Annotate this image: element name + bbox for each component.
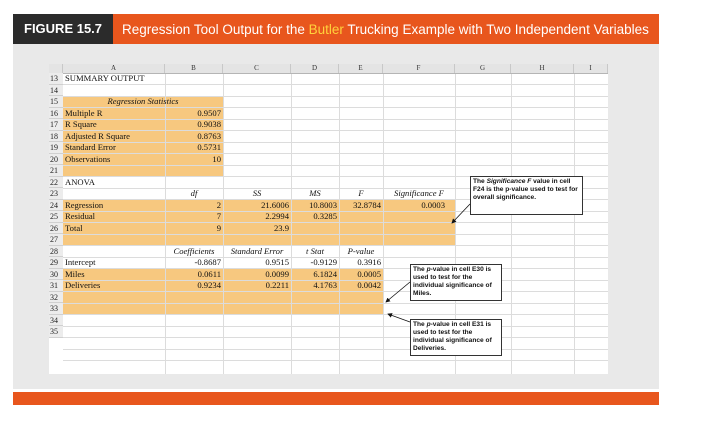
callout-text: -value in cell E31 is used to test for the individual significance of Deliveries. bbox=[413, 321, 492, 352]
anova-ms[interactable]: 0.3285 bbox=[313, 211, 337, 221]
coef-row-label[interactable]: Miles bbox=[65, 268, 85, 279]
spreadsheet bbox=[49, 64, 608, 374]
coef-t-stat[interactable]: 6.1824 bbox=[313, 268, 337, 279]
coef-standard-error[interactable]: 0.9515 bbox=[265, 257, 289, 267]
row-header-22[interactable]: 22 bbox=[49, 177, 63, 189]
callout-text: The bbox=[473, 178, 487, 185]
callout-emphasis: p bbox=[426, 321, 431, 328]
row-header-33[interactable]: 33 bbox=[49, 303, 63, 315]
callout-significance-f bbox=[470, 176, 583, 215]
col-header-b[interactable]: B bbox=[165, 64, 223, 73]
row-header-34[interactable]: 34 bbox=[49, 315, 63, 327]
anova-label[interactable]: ANOVA bbox=[65, 176, 95, 187]
anova-row-label[interactable]: Residual bbox=[65, 211, 96, 221]
stat-label[interactable]: Adjusted R Square bbox=[65, 130, 130, 141]
callout-emphasis: p bbox=[426, 266, 431, 273]
row-header-24[interactable]: 24 bbox=[49, 200, 63, 212]
col-header-h[interactable]: H bbox=[511, 64, 574, 73]
row-header-14[interactable]: 14 bbox=[49, 85, 63, 97]
callout-text: value in cell F24 is the p-value used to test for overall significance. bbox=[473, 178, 578, 201]
row-header-30[interactable]: 30 bbox=[49, 269, 63, 281]
col-header-e[interactable]: E bbox=[339, 64, 383, 73]
coef-p-value[interactable]: 0.0042 bbox=[357, 280, 381, 290]
coef-value[interactable]: -0.8687 bbox=[194, 257, 221, 267]
anova-ms[interactable]: 10.8003 bbox=[309, 199, 337, 210]
row-header-31[interactable]: 31 bbox=[49, 280, 63, 292]
stat-value[interactable]: 10 bbox=[212, 153, 221, 164]
coef-standard-error[interactable]: 0.0099 bbox=[265, 268, 289, 279]
row-header-21[interactable]: 21 bbox=[49, 165, 63, 177]
row-header-13[interactable]: 13 bbox=[49, 73, 63, 85]
coef-header-p-value[interactable]: P-value bbox=[347, 245, 375, 256]
anova-ss[interactable]: 23.9 bbox=[273, 222, 289, 233]
anova-row-label[interactable]: Regression bbox=[65, 199, 104, 210]
row-header-23[interactable]: 23 bbox=[49, 188, 63, 200]
anova-df[interactable]: 9 bbox=[216, 222, 221, 233]
row-header-16[interactable]: 16 bbox=[49, 108, 63, 120]
row-header-17[interactable]: 17 bbox=[49, 119, 63, 131]
stat-value[interactable]: 0.9038 bbox=[197, 119, 221, 129]
footer-bar bbox=[13, 392, 659, 405]
coef-p-value[interactable]: 0.0005 bbox=[357, 268, 381, 279]
anova-row-label[interactable]: Total bbox=[65, 222, 83, 233]
anova-df[interactable]: 2 bbox=[216, 199, 221, 210]
coef-t-stat[interactable]: -0.9129 bbox=[310, 257, 337, 267]
row-header-32[interactable]: 32 bbox=[49, 292, 63, 304]
row-header-27[interactable]: 27 bbox=[49, 234, 63, 246]
select-all-corner[interactable] bbox=[49, 64, 63, 73]
row-header-18[interactable]: 18 bbox=[49, 131, 63, 143]
row-header-15[interactable]: 15 bbox=[49, 96, 63, 108]
callout-miles-p-value bbox=[410, 264, 502, 301]
stat-value[interactable]: 0.8763 bbox=[197, 130, 221, 141]
row-header-28[interactable]: 28 bbox=[49, 246, 63, 258]
callout-deliveries-p-value bbox=[410, 319, 502, 356]
regression-statistics-heading[interactable]: Regression Statistics bbox=[107, 96, 179, 106]
stat-label[interactable]: Observations bbox=[65, 153, 111, 164]
coef-value[interactable]: 0.9234 bbox=[197, 280, 221, 290]
coef-row-label[interactable]: Deliveries bbox=[65, 280, 101, 290]
callout-text: -value in cell E30 is used to test for the individual significance of Miles. bbox=[413, 266, 492, 297]
stat-value[interactable]: 0.9507 bbox=[197, 107, 221, 118]
col-header-i[interactable]: I bbox=[574, 64, 608, 73]
coef-row-label[interactable]: Intercept bbox=[65, 257, 96, 267]
coef-header-standard-error[interactable]: Standard Error bbox=[230, 245, 284, 256]
col-header-f[interactable]: F bbox=[383, 64, 455, 73]
callout-emphasis: Significance F bbox=[486, 178, 532, 185]
anova-ss[interactable]: 21.6006 bbox=[261, 199, 289, 210]
anova-header-f[interactable]: F bbox=[358, 188, 364, 198]
anova-header-ms[interactable]: MS bbox=[309, 188, 321, 198]
figure-title bbox=[113, 22, 649, 37]
col-header-a[interactable]: A bbox=[63, 64, 165, 73]
row-header-20[interactable]: 20 bbox=[49, 154, 63, 166]
stat-label[interactable]: R Square bbox=[65, 119, 97, 129]
anova-significance-f[interactable]: 0.0003 bbox=[421, 199, 445, 210]
coef-header-coefficients[interactable]: Coefficients bbox=[173, 245, 215, 256]
row-header-35[interactable]: 35 bbox=[49, 326, 63, 338]
figure-title-part1: Regression Tool Output for the bbox=[122, 21, 309, 37]
figure-title-part2: Trucking Example with Two Independent Variables bbox=[343, 21, 649, 37]
anova-df[interactable]: 7 bbox=[216, 211, 221, 221]
figure-label: FIGURE 15.7 bbox=[13, 14, 113, 44]
summary-output-label[interactable]: SUMMARY OUTPUT bbox=[65, 73, 145, 83]
anova-f[interactable]: 32.8784 bbox=[353, 199, 381, 210]
coef-p-value[interactable]: 0.3916 bbox=[357, 257, 381, 267]
coef-header-t-stat[interactable]: t Stat bbox=[306, 245, 324, 256]
row-header-19[interactable]: 19 bbox=[49, 142, 63, 154]
callout-text: The bbox=[413, 321, 427, 328]
callout-text: The bbox=[413, 266, 427, 273]
col-header-c[interactable]: C bbox=[223, 64, 291, 73]
anova-header-df[interactable]: df bbox=[190, 188, 198, 198]
figure-header bbox=[13, 14, 659, 44]
anova-header-significance-f[interactable]: Significance F bbox=[394, 188, 444, 198]
stat-label[interactable]: Multiple R bbox=[65, 107, 103, 118]
figure-title-highlight: Butler bbox=[308, 21, 344, 37]
stat-label[interactable]: Standard Error bbox=[65, 142, 116, 152]
row-header-26[interactable]: 26 bbox=[49, 223, 63, 235]
coef-value[interactable]: 0.0611 bbox=[197, 268, 221, 279]
anova-ss[interactable]: 2.2994 bbox=[265, 211, 289, 221]
col-header-d[interactable]: D bbox=[291, 64, 339, 73]
anova-header-ss[interactable]: SS bbox=[252, 188, 262, 198]
coef-standard-error[interactable]: 0.2211 bbox=[265, 280, 289, 290]
coef-t-stat[interactable]: 4.1763 bbox=[313, 280, 337, 290]
row-header-25[interactable]: 25 bbox=[49, 211, 63, 223]
row-header-29[interactable]: 29 bbox=[49, 257, 63, 269]
stat-value[interactable]: 0.5731 bbox=[197, 142, 221, 152]
col-header-g[interactable]: G bbox=[455, 64, 511, 73]
